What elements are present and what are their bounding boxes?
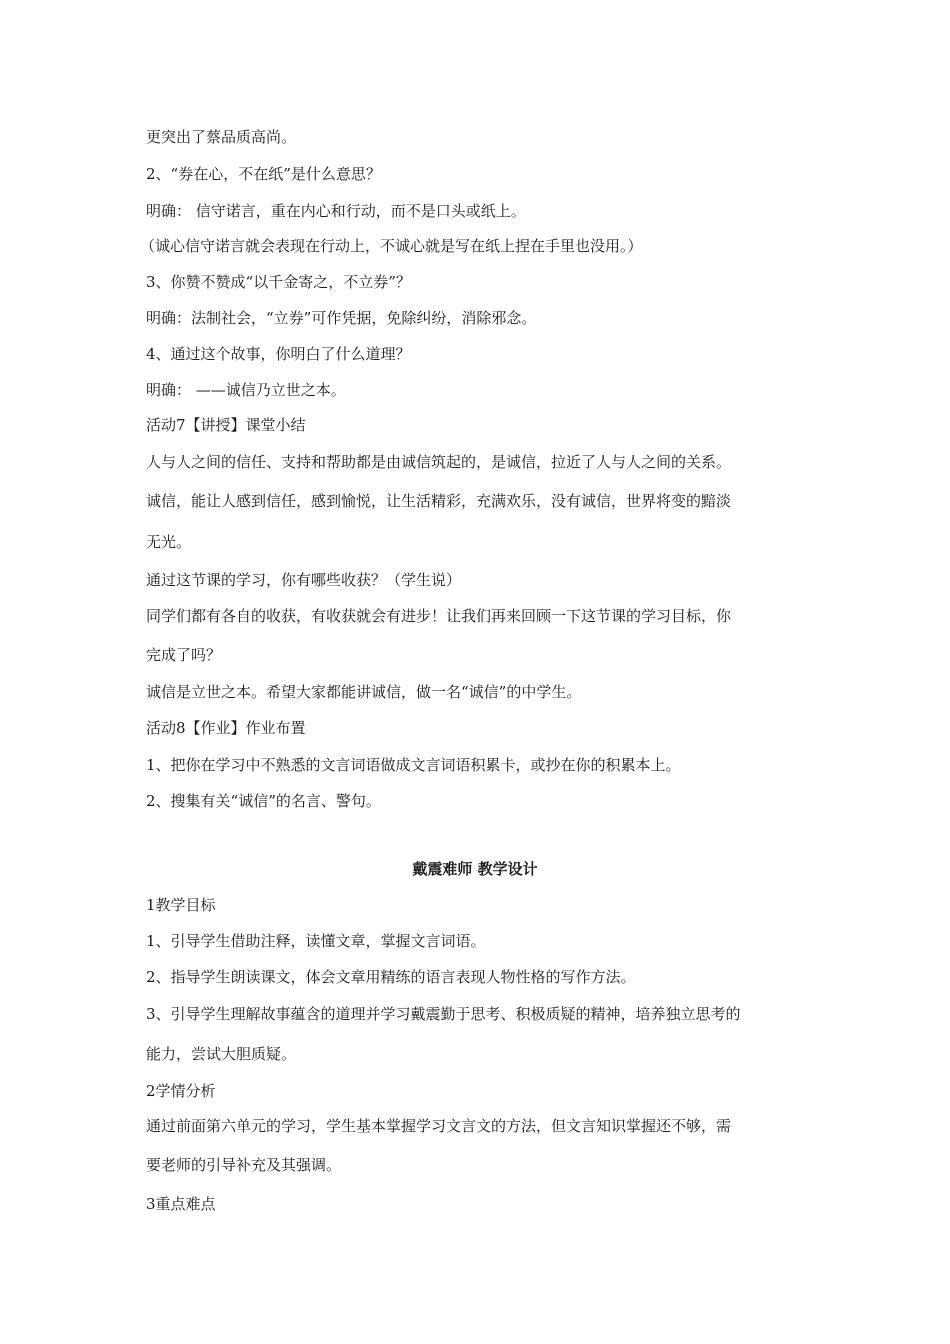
objective-item: 3、引导学生理解故事蕴含的道理并学习戴震勤于思考、积极质疑的精神，培养独立思考的 [146,1005,741,1023]
note-line: （诚心信守诺言就会表现在行动上，不诚心就是写在纸上捏在手里也没用。） [140,237,643,255]
question-line: 3、你赞不赞成“以千金寄之，不立券”？ [146,273,411,291]
homework-item: 2、搜集有关“诚信”的名言、警句。 [146,792,381,810]
answer-line: 明确：法制社会，“立券”可作凭据，免除纠纷，消除邪念。 [146,309,537,327]
section-heading: 2学情分析 [146,1082,216,1100]
answer-line: 明确： 信守诺言，重在内心和行动，而不是口头或纸上。 [146,202,526,220]
text-line: 更突出了蔡品质高尚。 [146,128,297,146]
analysis-line: 要老师的引导补充及其强调。 [146,1156,342,1174]
analysis-line: 通过前面第六单元的学习，学生基本掌握学习文言文的方法，但文言知识掌握还不够，需 [146,1117,732,1135]
activity-heading: 活动7【讲授】课堂小结 [146,416,306,434]
summary-line: 诚信，能让人感到信任，感到愉悦，让生活精彩，充满欢乐，没有诚信，世界将变的黯淡 [146,492,732,510]
objective-item: 1、引导学生借助注释，读懂文章，掌握文言词语。 [146,932,486,950]
text-line: 同学们都有各自的收获，有收获就会有进步！让我们再来回顾一下这节课的学习目标，你 [146,607,732,625]
text-line: 完成了吗？ [146,646,222,664]
objective-item: 能力，尝试大胆质疑。 [146,1045,297,1063]
text-line: 诚信是立世之本。希望大家都能讲诚信，做一名“诚信”的中学生。 [146,683,582,701]
summary-line: 无光。 [146,533,192,551]
homework-item: 1、把你在学习中不熟悉的文言词语做成文言词语积累卡，或抄在你的积累本上。 [146,756,681,774]
section-title: 戴震难师 教学设计 [412,860,538,878]
summary-line: 人与人之间的信任、支持和帮助都是由诚信筑起的，是诚信，拉近了人与人之间的关系。 [146,453,732,471]
question-line: 4、通过这个故事，你明白了什么道理？ [146,345,411,363]
answer-line: 明确： ——诚信乃立世之本。 [146,381,346,399]
section-heading: 1教学目标 [146,896,216,914]
question-line: 2、“券在心，不在纸”是什么意思？ [146,165,381,183]
activity-heading: 活动8【作业】作业布置 [146,719,306,737]
section-heading: 3重点难点 [146,1195,216,1213]
text-line: 通过这节课的学习，你有哪些收获？（学生说） [146,571,462,589]
objective-item: 2、指导学生朗读课文，体会文章用精练的语言表现人物性格的写作方法。 [146,968,636,986]
